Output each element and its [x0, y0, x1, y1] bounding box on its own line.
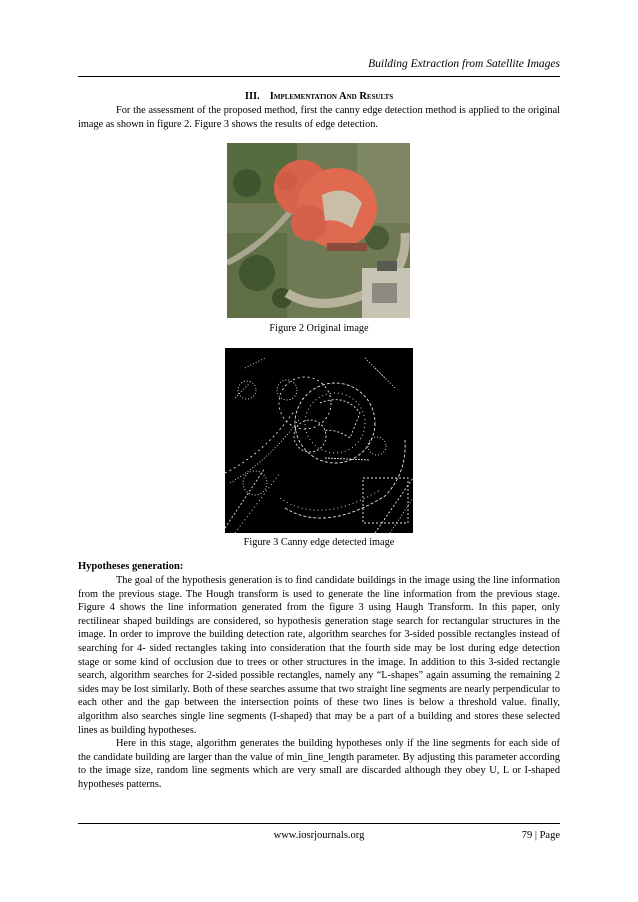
figure-2-caption: Figure 2 Original image	[269, 323, 369, 334]
section-heading	[0, 91, 638, 102]
footer-divider	[78, 823, 560, 824]
section-number: III.	[244, 91, 260, 102]
hypotheses-paragraph-1: The goal of the hypothesis generation is to find candidate buildings in the image using the line information from the previous stage. The Hough transform is used to generate the line information from the previous stage. Figure 4 shows the line information generated from the figure 3 using Haugh Transform. In this paper, only rectilinear shaped buildings are considered, so hypothesis generation stage search for rectangular structures in the image. In order to improve the building detection rate, algorithm searches for 3-sided possible rectangles instead of searching for 4- sided rectangles taking into consideration that the fourth side may be lost during edge detection stage or some kind of occlusion due to trees or other structures in the image. In addition to this 3-sided rectangle search, algorithm searches for 2-sided possible rectangles, namely any “L-shapes” again assuming the remaining 2 sides may be lost similarly. Both of these searches assume that two straight line segments are nearly perpendicular to each other and the gap between the intersection points of these two lines is below a threshold value. finally, algorithm also searches single line segments (I-shaped) that may be a part of a building and stores these selected lines as building hypotheses.	[78, 575, 560, 736]
hypotheses-text	[78, 574, 560, 792]
hypotheses-heading: Hypotheses generation:	[78, 561, 184, 572]
figure-2-satellite-image	[227, 143, 410, 318]
figure-3-edge-image	[225, 348, 413, 533]
hypotheses-paragraph-2: Here in this stage, algorithm generates the building hypotheses only if the line segments for each side of the candidate building are larger than the value of min_line_length parameter. By adjusting this parameter according to the image size, random line segments which are very small are discarded although they obey U, L or I-shaped hypotheses patterns.	[78, 738, 560, 790]
footer-url: www.iosrjournals.org	[273, 830, 365, 841]
page-number: 79 | Page	[521, 830, 560, 841]
section-title: Implementation And Results	[269, 91, 394, 102]
figure-3-caption: Figure 3 Canny edge detected image	[243, 537, 395, 548]
intro-text	[78, 104, 560, 131]
header-divider	[78, 76, 560, 77]
running-header: Building Extraction from Satellite Images	[368, 58, 560, 70]
intro-paragraph: For the assessment of the proposed method, first the canny edge detection method is applied to the original image as shown in figure 2. Figure 3 shows the results of edge detection.	[78, 105, 560, 130]
